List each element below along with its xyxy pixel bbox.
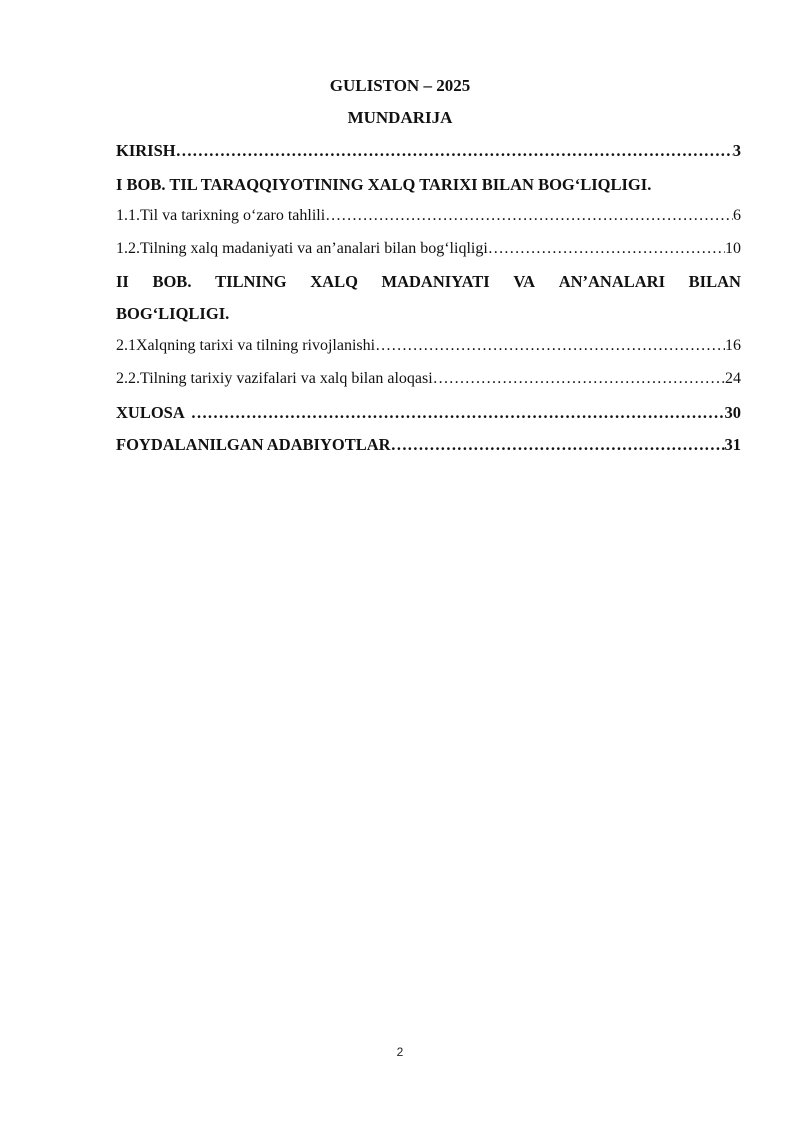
toc-entry-2-1[interactable] [116, 337, 741, 361]
toc-entry-number: 2.1 [116, 337, 136, 354]
chapter-2-heading-word: II [116, 272, 129, 291]
toc-page-number: 10 [725, 240, 741, 257]
chapter-1-heading[interactable]: I BOB. TIL TARAQQIYOTINING XALQ TARIXI BILAN BOG‘LIQLIGI. [116, 175, 652, 194]
toc-entry-label: KIRISH [116, 141, 176, 160]
toc-entry-number: 2.2. [116, 370, 140, 387]
toc-leader [391, 435, 725, 455]
toc-leader [325, 207, 733, 225]
toc-entry-number: 1.1. [116, 207, 140, 224]
toc-entry-1-2[interactable] [116, 240, 741, 264]
toc-leader [488, 240, 725, 258]
toc-page-number: 31 [724, 435, 741, 454]
place-year: GULISTON – 2025 [329, 76, 471, 95]
toc-page-number: 24 [725, 370, 741, 387]
toc-leader [433, 370, 725, 388]
table-of-contents [116, 141, 741, 461]
toc-entry-xulosa[interactable] [116, 403, 741, 427]
toc-leader [176, 141, 733, 161]
toc-page-number: 16 [725, 337, 741, 354]
toc-entry-label: Tilning xalq madaniyati va an’analari bilan bog‘liqligi [140, 240, 488, 257]
toc-entry-kirish[interactable] [116, 141, 741, 165]
toc-entry-label: Til va tarixning o‘zaro tahlili [140, 207, 326, 224]
toc-page-number: 6 [733, 207, 741, 224]
toc-entry-1-1[interactable] [116, 207, 741, 231]
chapter-2-heading-word: AN’ANALARI [558, 272, 666, 291]
toc-entry-label: FOYDALANILGAN ADABIYOTLAR [116, 435, 391, 454]
chapter-2-heading-line2[interactable]: BOG‘LIQLIGI. [116, 304, 230, 323]
toc-title: MUNDARIJA [347, 108, 453, 127]
chapter-2-heading-word: TILNING [215, 272, 287, 291]
chapter-2-heading-word: VA [513, 272, 536, 291]
toc-leader [191, 403, 725, 423]
toc-leader [375, 337, 725, 355]
toc-entry-label: XULOSA [116, 403, 185, 422]
chapter-2-heading[interactable] [116, 272, 741, 292]
toc-entry-number: 1.2. [116, 240, 140, 257]
page-number: 2 [396, 1045, 404, 1059]
toc-entry-label: Xalqning tarixi va tilning rivojlanishi [136, 337, 376, 354]
toc-entry-label: Tilning tarixiy vazifalari va xalq bilan aloqasi [140, 370, 433, 387]
chapter-2-heading-word: XALQ [310, 272, 358, 291]
toc-page-number: 3 [732, 141, 741, 160]
chapter-2-heading-word: BOB. [152, 272, 192, 291]
toc-entry-adabiyotlar[interactable] [116, 435, 741, 459]
toc-entry-2-2[interactable] [116, 370, 741, 394]
chapter-2-heading-word: BILAN [688, 272, 741, 291]
toc-page-number: 30 [724, 403, 741, 422]
chapter-2-heading-word: MADANIYATI [381, 272, 490, 291]
